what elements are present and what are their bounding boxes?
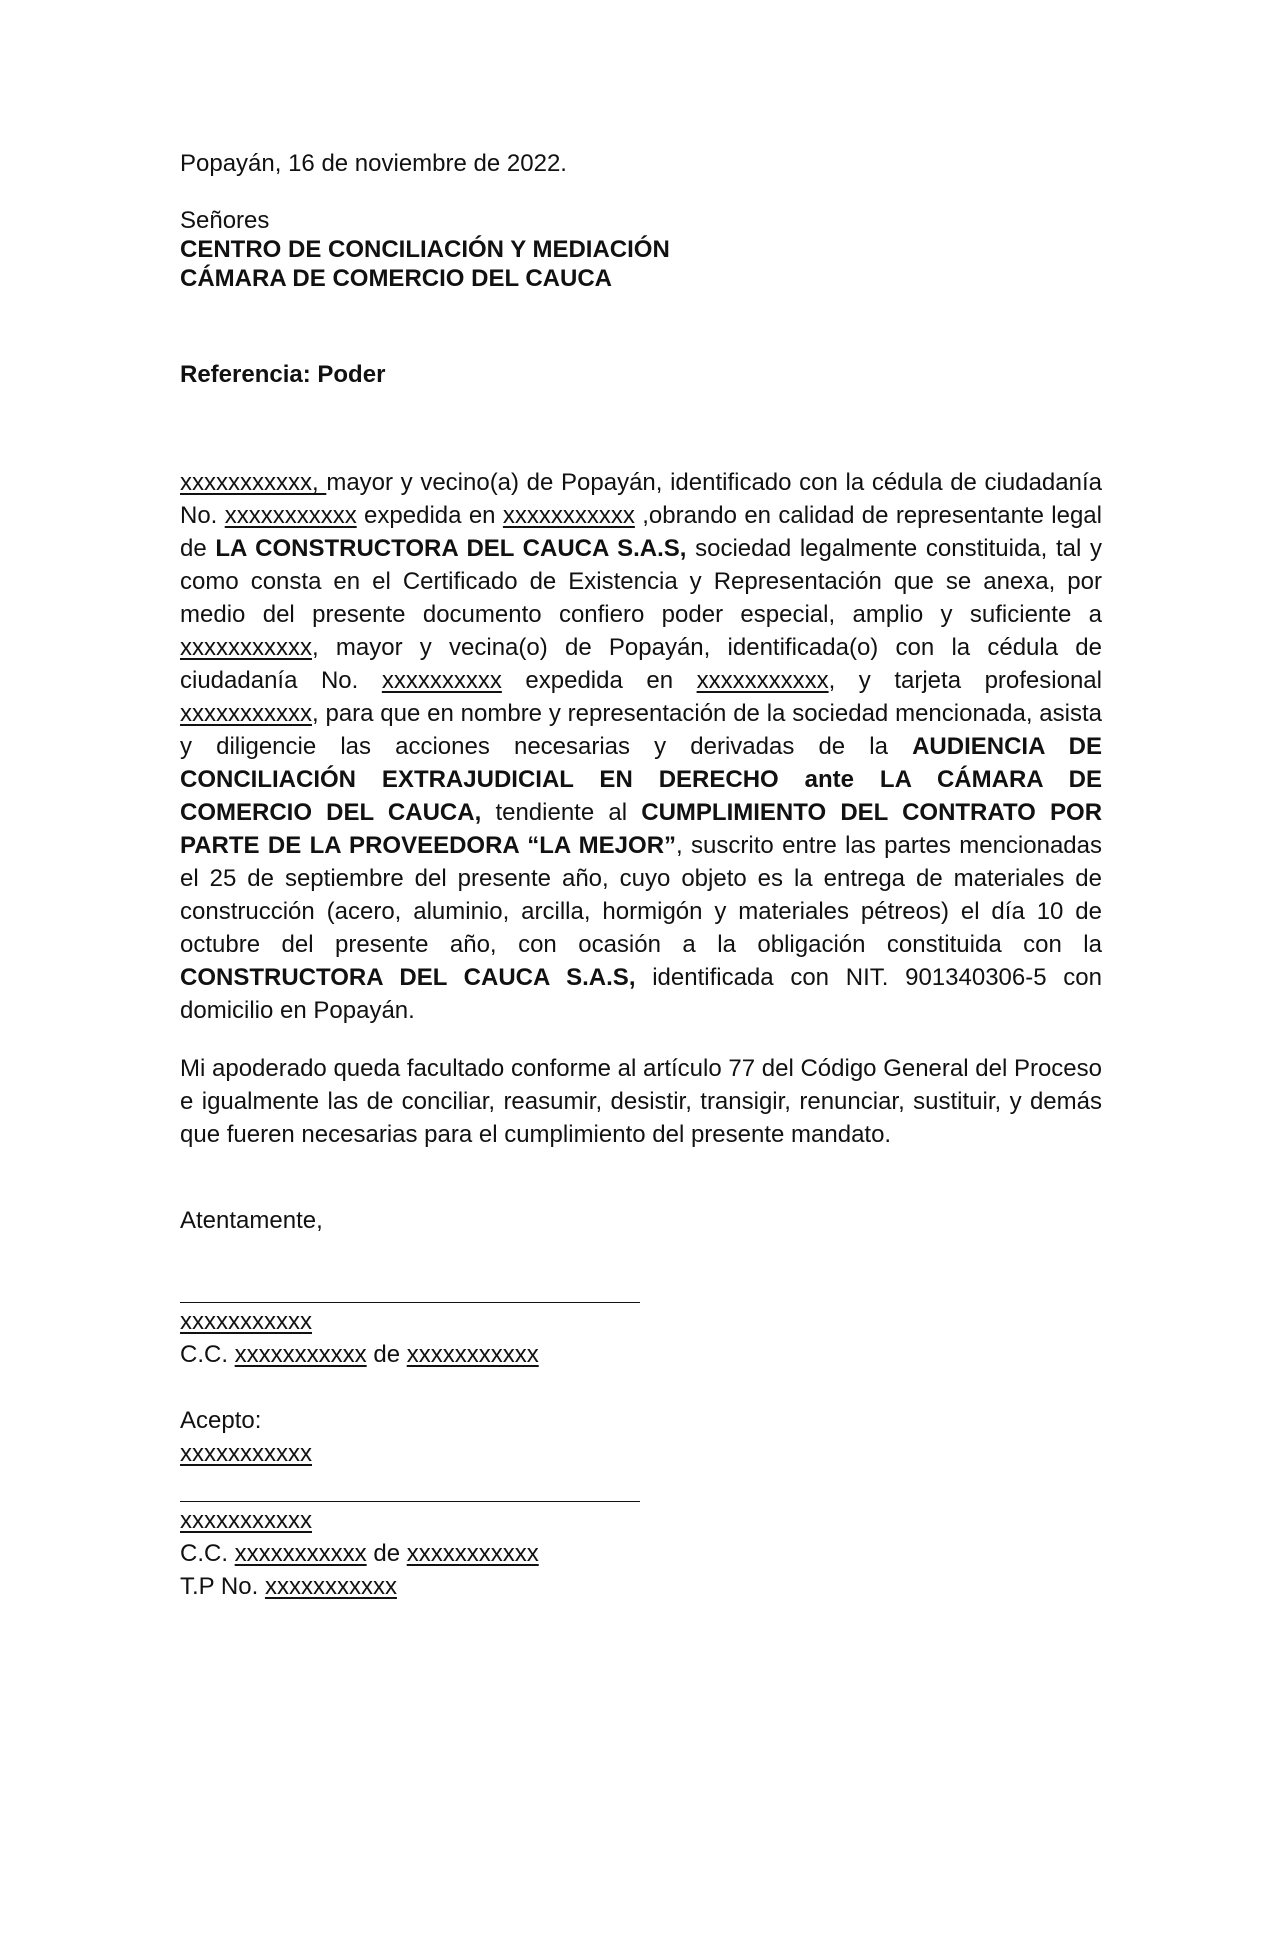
date-text: Popayán, 16 de noviembre de 2022.	[180, 150, 567, 177]
recipient-line-1: CENTRO DE CONCILIACIÓN Y MEDIACIÓN	[180, 236, 670, 263]
p1-text-j: , suscrito entre las partes mencionadas el 25 de septiembre del presente año, cuyo objeto es la entrega de materiales de construcción (acero, aluminio, arcilla, hormigón y materiales pétreos) el día 10 de octubre del presente año, con ocasión a la obligación constituida con la	[180, 832, 1103, 958]
attorney-signer-cc: xxxxxxxxxxx	[234, 1540, 367, 1567]
recipient-line-2: CÁMARA DE COMERCIO DEL CAUCA	[180, 265, 612, 292]
signer-cc: xxxxxxxxxxx	[234, 1341, 367, 1368]
cc-label: C.C.	[180, 1341, 235, 1368]
cc-de: de	[366, 1341, 407, 1368]
p1-text-h: , para que en nombre y representación de la sociedad mencionada, asista y diligencie las acciones necesarias y derivadas de la	[180, 700, 1102, 760]
signer-name: xxxxxxxxxxx	[180, 1308, 312, 1335]
attorney-signer-tp: xxxxxxxxxxx	[264, 1573, 397, 1600]
acceptance-block	[180, 1404, 1102, 1470]
company-name-2: CONSTRUCTORA DEL CAUCA S.A.S,	[180, 964, 636, 991]
reference-text: Referencia: Poder	[180, 361, 386, 388]
attorney-cc-line	[180, 1537, 1102, 1570]
p1-text-d: sociedad legalmente constituida, tal y como consta en el Certificado de Existencia y Representación que se anexa, por medio del presente documento confiero poder especial, amplio y suficiente a	[180, 535, 1102, 628]
cc-de-2: de	[366, 1540, 407, 1567]
attorney-name: xxxxxxxxxxx	[180, 634, 312, 661]
hearing-title: AUDIENCIA DE CONCILIACIÓN EXTRAJUDICIAL EN DERECHO ante LA CÁMARA DE COMERCIO DEL CAUCA,	[180, 733, 1103, 826]
grantor-id: xxxxxxxxxxx	[224, 502, 357, 529]
valediction-text: Atentamente,	[180, 1207, 323, 1234]
p1-text-g: , y tarjeta profesional	[828, 667, 1102, 694]
attorney-id-city: xxxxxxxxxxx	[696, 667, 829, 694]
signature-line-2	[180, 1501, 640, 1502]
signature-block-2	[180, 1504, 1102, 1603]
p1-text-e: , mayor y vecina(o) de Popayán, identificada(o) con la cédula de ciudadanía No.	[180, 634, 1102, 694]
cc-label-2: C.C.	[180, 1540, 235, 1567]
tp-label: T.P No.	[180, 1573, 265, 1600]
grantor-id-city: xxxxxxxxxxx	[502, 502, 635, 529]
reference-line	[180, 358, 1102, 391]
accept-name: xxxxxxxxxxx	[180, 1440, 312, 1467]
recipient-block	[180, 206, 1102, 293]
signer-cc-line	[180, 1338, 1102, 1371]
p1-text-i: tendiente al	[481, 799, 642, 826]
p1-text-a: mayor y vecino(a) de Popayán, identificado con la cédula de ciudadanía No.	[180, 469, 1102, 529]
letter-date	[180, 147, 1102, 180]
p1-text-k: identificada con NIT. 901340306-5 con domicilio en Popayán.	[180, 964, 1102, 1024]
body-paragraph-2	[180, 1052, 1102, 1151]
company-name: LA CONSTRUCTORA DEL CAUCA S.A.S,	[215, 535, 687, 562]
valediction	[180, 1204, 1102, 1237]
grantor-name: xxxxxxxxxxx,	[180, 469, 327, 496]
attorney-id: xxxxxxxxxx	[381, 667, 502, 694]
accept-label: Acepto:	[180, 1407, 262, 1434]
contract-title: CUMPLIMIENTO DEL CONTRATO POR PARTE DE LA PROVEEDORA “LA MEJOR”	[180, 799, 1103, 859]
attorney-tp: xxxxxxxxxxx	[180, 700, 312, 727]
body-paragraph-1	[180, 466, 1102, 1027]
attorney-signer-name: xxxxxxxxxxx	[180, 1507, 312, 1534]
p1-text-b: expedida en	[356, 502, 503, 529]
attorney-tp-line	[180, 1570, 1102, 1603]
attorney-signer-cc-city: xxxxxxxxxxx	[406, 1540, 539, 1567]
p1-text-c: ,obrando en calidad de representante legal de	[180, 502, 1102, 562]
salutation: Señores	[180, 207, 270, 234]
signature-block-1	[180, 1305, 1102, 1371]
signer-cc-city: xxxxxxxxxxx	[406, 1341, 539, 1368]
p1-text-f: expedida en	[501, 667, 697, 694]
signature-line-1	[180, 1302, 640, 1303]
p2-text: Mi apoderado queda facultado conforme al artículo 77 del Código General del Proceso e igualmente las de conciliar, reasumir, desistir, transigir, renunciar, sustituir, y demás que fueren necesarias para el cumplimiento del presente mandato.	[180, 1055, 1102, 1148]
